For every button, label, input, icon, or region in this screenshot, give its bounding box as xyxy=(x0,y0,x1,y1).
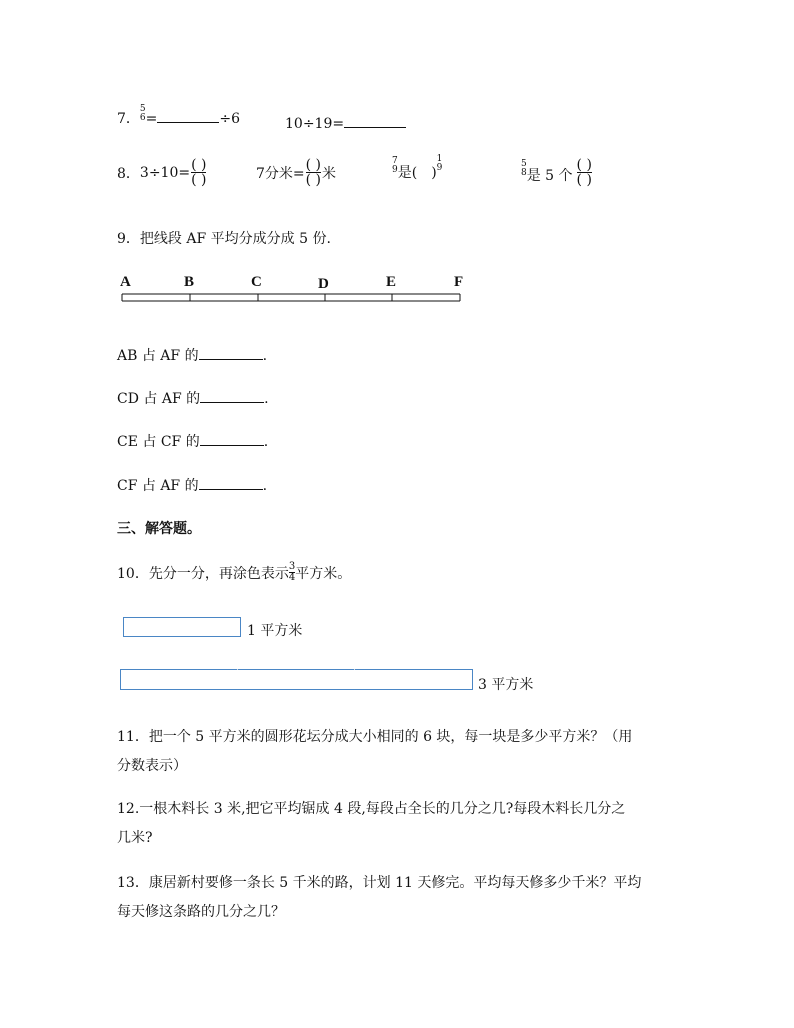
paren-denominator[interactable]: ( ) xyxy=(576,172,592,188)
prompt-text: CD 占 AF 的 xyxy=(117,391,201,407)
paren-numerator[interactable]: ( ) xyxy=(305,157,322,173)
question-9-cf xyxy=(117,475,267,495)
question-13 xyxy=(117,869,641,927)
three-square-meter-box[interactable] xyxy=(120,669,473,690)
question-line: 13．康居新村要修一条长 5 千米的路，计划 11 天修完。平均每天修多少千米？平均 xyxy=(117,875,642,891)
answer-blank[interactable] xyxy=(344,113,406,128)
answer-blank[interactable] xyxy=(199,345,263,360)
point-label-c: C xyxy=(251,274,262,290)
question-line: 11．把一个 5 平方米的圆形花坛分成大小相同的 6 块，每一块是多少平方米？（用 xyxy=(117,729,633,745)
question-line: 12.一根木料长 3 米,把它平均锯成 4 段,每段占全长的几分之几?每段木料长几分之 xyxy=(117,801,626,817)
question-12 xyxy=(117,795,625,853)
conversion-expression: 7分米= xyxy=(256,165,305,182)
question-10 xyxy=(117,562,351,583)
fraction-numerator: 5 xyxy=(521,158,527,169)
question-line: 每天修这条路的几分之几？ xyxy=(117,904,285,920)
paren-numerator[interactable]: ( ) xyxy=(191,157,207,173)
prompt-text: AB 占 AF 的 xyxy=(117,348,199,364)
question-number: 8． xyxy=(117,165,140,182)
answer-blank[interactable] xyxy=(200,388,264,403)
question-line: 分数表示） xyxy=(117,758,187,774)
fraction-denominator: 8 xyxy=(521,167,527,178)
point-label-a: A xyxy=(120,274,131,290)
fraction-denominator: 4 xyxy=(288,572,296,583)
fraction-numerator: 1 xyxy=(436,154,443,164)
point-label-e: E xyxy=(386,274,397,290)
period: . xyxy=(264,391,269,407)
fraction-denominator: 9 xyxy=(436,163,443,173)
question-9-cd xyxy=(117,388,269,408)
prompt-text: CE 占 CF 的 xyxy=(117,434,200,450)
statement-text: 是 5 个 xyxy=(526,167,573,184)
question-8-part-4 xyxy=(521,158,593,187)
period: . xyxy=(262,478,268,494)
segment-af-diagram xyxy=(118,274,468,306)
question-8-part-3 xyxy=(392,154,443,182)
paren-denominator[interactable]: ( ) xyxy=(305,172,322,188)
question-11 xyxy=(117,723,632,781)
answer-blank[interactable] xyxy=(199,475,263,490)
fraction-numerator: 3 xyxy=(288,561,296,572)
period: . xyxy=(263,434,269,450)
paren-fraction-answer[interactable] xyxy=(576,158,593,187)
point-label-f: F xyxy=(454,274,464,290)
section-title: 三、解答题。 xyxy=(117,521,201,537)
question-7-part-2 xyxy=(285,113,406,132)
divider-mark xyxy=(354,669,355,670)
fraction-denominator: 6 xyxy=(139,113,146,123)
question-8-part-2 xyxy=(256,158,336,187)
answer-blank[interactable] xyxy=(200,431,264,446)
question-7 xyxy=(117,104,241,128)
paren-numerator[interactable]: ( ) xyxy=(576,157,592,173)
divide-expression: ÷6 xyxy=(219,111,241,127)
fraction-1-9 xyxy=(437,155,443,173)
question-line: 几米? xyxy=(117,830,153,846)
fraction-numerator: 5 xyxy=(139,104,146,114)
point-label-b: B xyxy=(184,274,195,290)
question-8 xyxy=(117,158,207,187)
one-square-meter-box[interactable] xyxy=(123,617,241,637)
point-label-d: D xyxy=(318,276,329,292)
paren-denominator[interactable]: ( ) xyxy=(191,172,207,188)
prompt-text: 平方米。 xyxy=(295,565,352,582)
fraction-numerator: 7 xyxy=(392,156,398,166)
paren-fraction-answer[interactable] xyxy=(305,158,322,187)
divide-expression: 10÷19= xyxy=(285,116,345,132)
period: . xyxy=(262,348,268,364)
question-9-ce xyxy=(117,431,268,451)
answer-blank[interactable] xyxy=(157,108,219,123)
question-9-ab xyxy=(117,345,267,365)
prompt-text: CF 占 AF 的 xyxy=(117,478,199,494)
divide-expression: 3÷10= xyxy=(139,164,191,181)
fraction-denominator: 9 xyxy=(392,165,398,175)
segment-bar xyxy=(118,292,468,304)
statement-text: 是( ) xyxy=(397,165,437,181)
question-9-text: 9．把线段 AF 平均分成分成 5 份. xyxy=(117,231,331,247)
box2-label: 3 平方米 xyxy=(478,677,534,693)
divider-mark xyxy=(237,669,238,670)
paren-fraction-answer[interactable] xyxy=(190,158,207,187)
question-number: 7． xyxy=(117,111,140,127)
prompt-text: 10．先分一分，再涂色表示 xyxy=(117,565,289,582)
box1-label: 1 平方米 xyxy=(247,623,303,639)
equals-sign: = xyxy=(145,111,158,127)
unit-label: 米 xyxy=(322,165,337,182)
